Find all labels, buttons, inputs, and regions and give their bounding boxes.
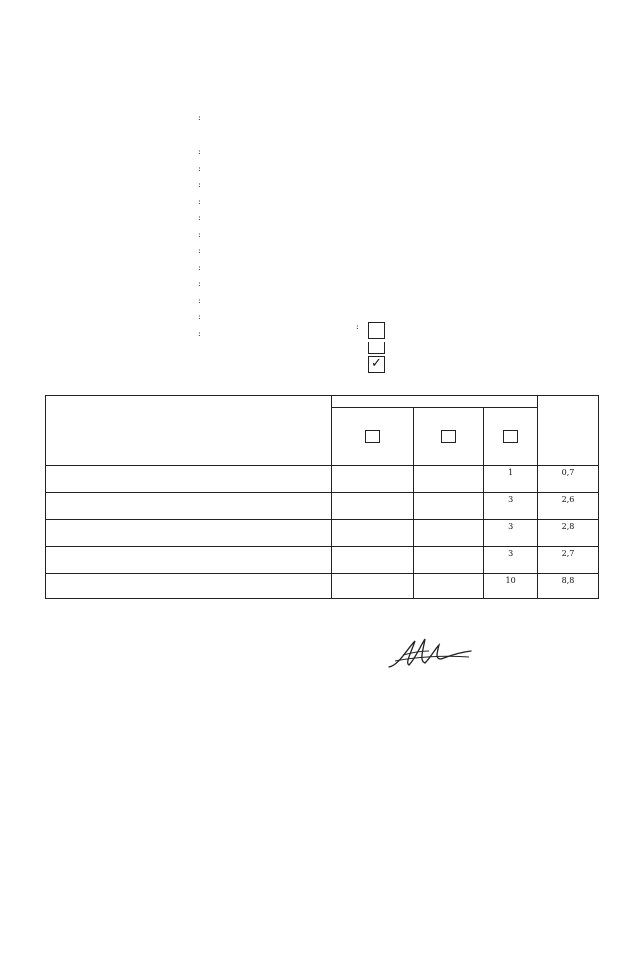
meta-row [52, 177, 600, 194]
table-row [46, 466, 599, 493]
category-option-1[interactable] [368, 322, 391, 339]
meta-row [52, 210, 600, 227]
sub-header-3 [484, 408, 538, 466]
signature-image [385, 635, 475, 675]
checkmark-icon: ✓ [371, 356, 382, 371]
component-cell [46, 547, 332, 574]
checkbox[interactable] [368, 342, 385, 354]
total-row [46, 574, 599, 599]
signature-block [385, 627, 605, 694]
international-score [332, 547, 414, 574]
final-score-header [538, 396, 599, 466]
meta-colon: : [198, 262, 201, 272]
total-label [46, 574, 332, 599]
international-score [332, 574, 414, 599]
meta-colon: : [198, 213, 201, 222]
meta-row [52, 110, 600, 144]
category-colon: : [356, 322, 359, 331]
national-score: 1 [484, 466, 538, 493]
accredited-score [414, 466, 484, 493]
accredited-score [414, 574, 484, 599]
sub-header-1 [332, 408, 414, 466]
table-row [46, 520, 599, 547]
identity-section [52, 110, 600, 342]
meta-row [52, 309, 600, 326]
meta-colon: : [198, 147, 201, 156]
component-cell [46, 520, 332, 547]
checkbox[interactable] [441, 430, 456, 443]
meta-row [52, 243, 600, 260]
meta-row [52, 293, 600, 310]
meta-row [52, 260, 600, 277]
accredited-score [414, 547, 484, 574]
checkbox[interactable] [368, 322, 385, 339]
sub-header-2 [414, 408, 484, 466]
meta-colon: : [198, 113, 201, 122]
meta-row [52, 326, 600, 343]
meta-colon: : [198, 295, 201, 305]
final-score: 2,7 [538, 547, 599, 574]
final-total: 8,8 [538, 574, 599, 599]
final-score: 2,6 [538, 493, 599, 520]
international-score [332, 493, 414, 520]
national-score: 3 [484, 493, 538, 520]
national-score: 3 [484, 520, 538, 547]
international-score [332, 520, 414, 547]
table-row [46, 547, 599, 574]
checkbox[interactable] [503, 430, 518, 443]
component-cell [46, 466, 332, 493]
meta-row [52, 194, 600, 211]
meta-colon: : [198, 246, 201, 255]
final-score: 2,8 [538, 520, 599, 547]
checkbox[interactable] [365, 430, 380, 443]
accredited-score [414, 520, 484, 547]
national-score: 3 [484, 547, 538, 574]
accredited-score [414, 493, 484, 520]
score-table [45, 395, 599, 599]
meta-row [52, 161, 600, 178]
national-total: 10 [484, 574, 538, 599]
category-option-2[interactable] [368, 342, 391, 354]
category-option-3[interactable] [368, 356, 391, 373]
final-score: 0,7 [538, 466, 599, 493]
meta-row [52, 276, 600, 293]
component-header [46, 396, 332, 466]
max-score-header [332, 396, 538, 408]
meta-row [52, 227, 600, 244]
meta-colon: : [198, 279, 201, 288]
meta-colon: : [198, 328, 201, 338]
meta-colon: : [198, 229, 201, 239]
meta-colon: : [198, 312, 201, 321]
component-cell [46, 493, 332, 520]
international-score [332, 466, 414, 493]
meta-colon: : [198, 196, 201, 206]
checkbox[interactable] [368, 356, 385, 373]
table-row [46, 493, 599, 520]
meta-colon: : [198, 163, 201, 173]
meta-row [52, 144, 600, 161]
meta-colon: : [198, 180, 201, 189]
